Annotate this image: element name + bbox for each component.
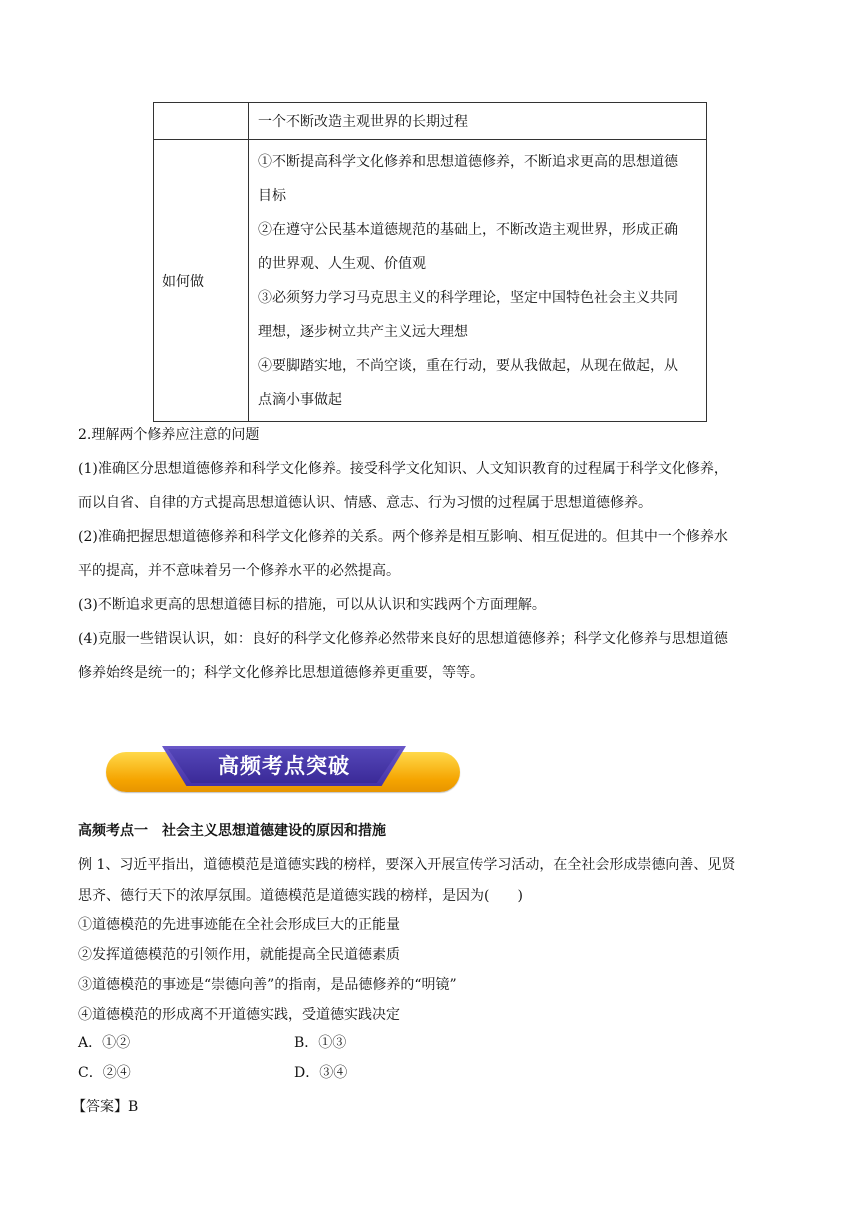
paragraph-line: 修养始终是统一的；科学文化修养比思想道德修养更重要，等等。 [78, 665, 484, 681]
table-line: 的世界观、人生观、价值观 [258, 256, 426, 272]
answer: 【答案】B [72, 1099, 139, 1115]
option-d: D．③④ [294, 1065, 348, 1081]
example-line: 思齐、德行天下的浓厚氛围。道德模范是道德实践的榜样，是因为( ) [78, 888, 523, 904]
table-line: 目标 [258, 188, 286, 204]
section-title: 2.理解两个修养应注意的问题 [78, 427, 260, 443]
table-line: ③必须努力学习马克思主义的科学理论，坚定中国特色社会主义共同 [258, 290, 678, 306]
table-line: 点滴小事做起 [258, 392, 342, 408]
table-cell: 一个不断改造主观世界的长期过程 [249, 103, 707, 140]
table-header-cell-empty [154, 103, 249, 140]
table-row [154, 103, 707, 140]
example-line: ①道德模范的先进事迹能在全社会形成巨大的正能量 [78, 917, 400, 933]
paragraph-line: 平的提高，并不意味着另一个修养水平的必然提高。 [78, 563, 400, 579]
example-line: ③道德模范的事迹是“崇德向善”的指南，是品德修养的“明镜” [78, 977, 457, 993]
example-line: ②发挥道德模范的引领作用，就能提高全民道德素质 [78, 947, 400, 963]
option-a: A．①② [78, 1035, 131, 1051]
example-line: ④道德模范的形成离不开道德实践，受道德实践决定 [78, 1007, 400, 1023]
example-line: 例 1、习近平指出，道德模范是道德实践的榜样，要深入开展宣传学习活动，在全社会形成崇德向善、见贤 [78, 857, 736, 873]
table-header-cell: 如何做 [154, 140, 249, 422]
summary-table [153, 102, 707, 422]
table-cell-how [249, 140, 707, 422]
table-line: ②在遵守公民基本道德规范的基础上，不断改造主观世界，形成正确 [258, 222, 678, 238]
table-line: ④要脚踏实地，不尚空谈，重在行动，要从我做起，从现在做起，从 [258, 358, 678, 374]
option-c: C．②④ [78, 1065, 131, 1081]
paragraph-line: (4)克服一些错误认识，如：良好的科学文化修养必然带来良好的思想道德修养；科学文化修养与思想道德 [78, 631, 728, 647]
paragraph-line: (1)准确区分思想道德修养和科学文化修养。接受科学文化知识、人文知识教育的过程属于科学文化修养， [78, 461, 728, 477]
option-b: B．①③ [294, 1035, 347, 1051]
banner-label: 高频考点突破 [218, 754, 350, 778]
options-row-2 [78, 1058, 578, 1088]
kaodian-title: 高频考点一 社会主义思想道德建设的原因和措施 [78, 823, 386, 839]
section-banner [106, 746, 460, 792]
table-line: ①不断提高科学文化修养和思想道德修养，不断追求更高的思想道德 [258, 154, 678, 170]
paragraph-line: (3)不断追求更高的思想道德目标的措施，可以从认识和实践两个方面理解。 [78, 597, 546, 613]
table-line: 理想，逐步树立共产主义远大理想 [258, 324, 468, 340]
section-body [78, 452, 798, 690]
table-row [154, 140, 707, 422]
paragraph-line: 而以自省、自律的方式提高思想道德认识、情感、意志、行为习惯的过程属于思想道德修养。 [78, 495, 652, 511]
paragraph-line: (2)准确把握思想道德修养和科学文化修养的关系。两个修养是相互影响、相互促进的。但其中一个修养水 [78, 529, 728, 545]
example-body [78, 848, 798, 1030]
options-row-1 [78, 1028, 578, 1058]
